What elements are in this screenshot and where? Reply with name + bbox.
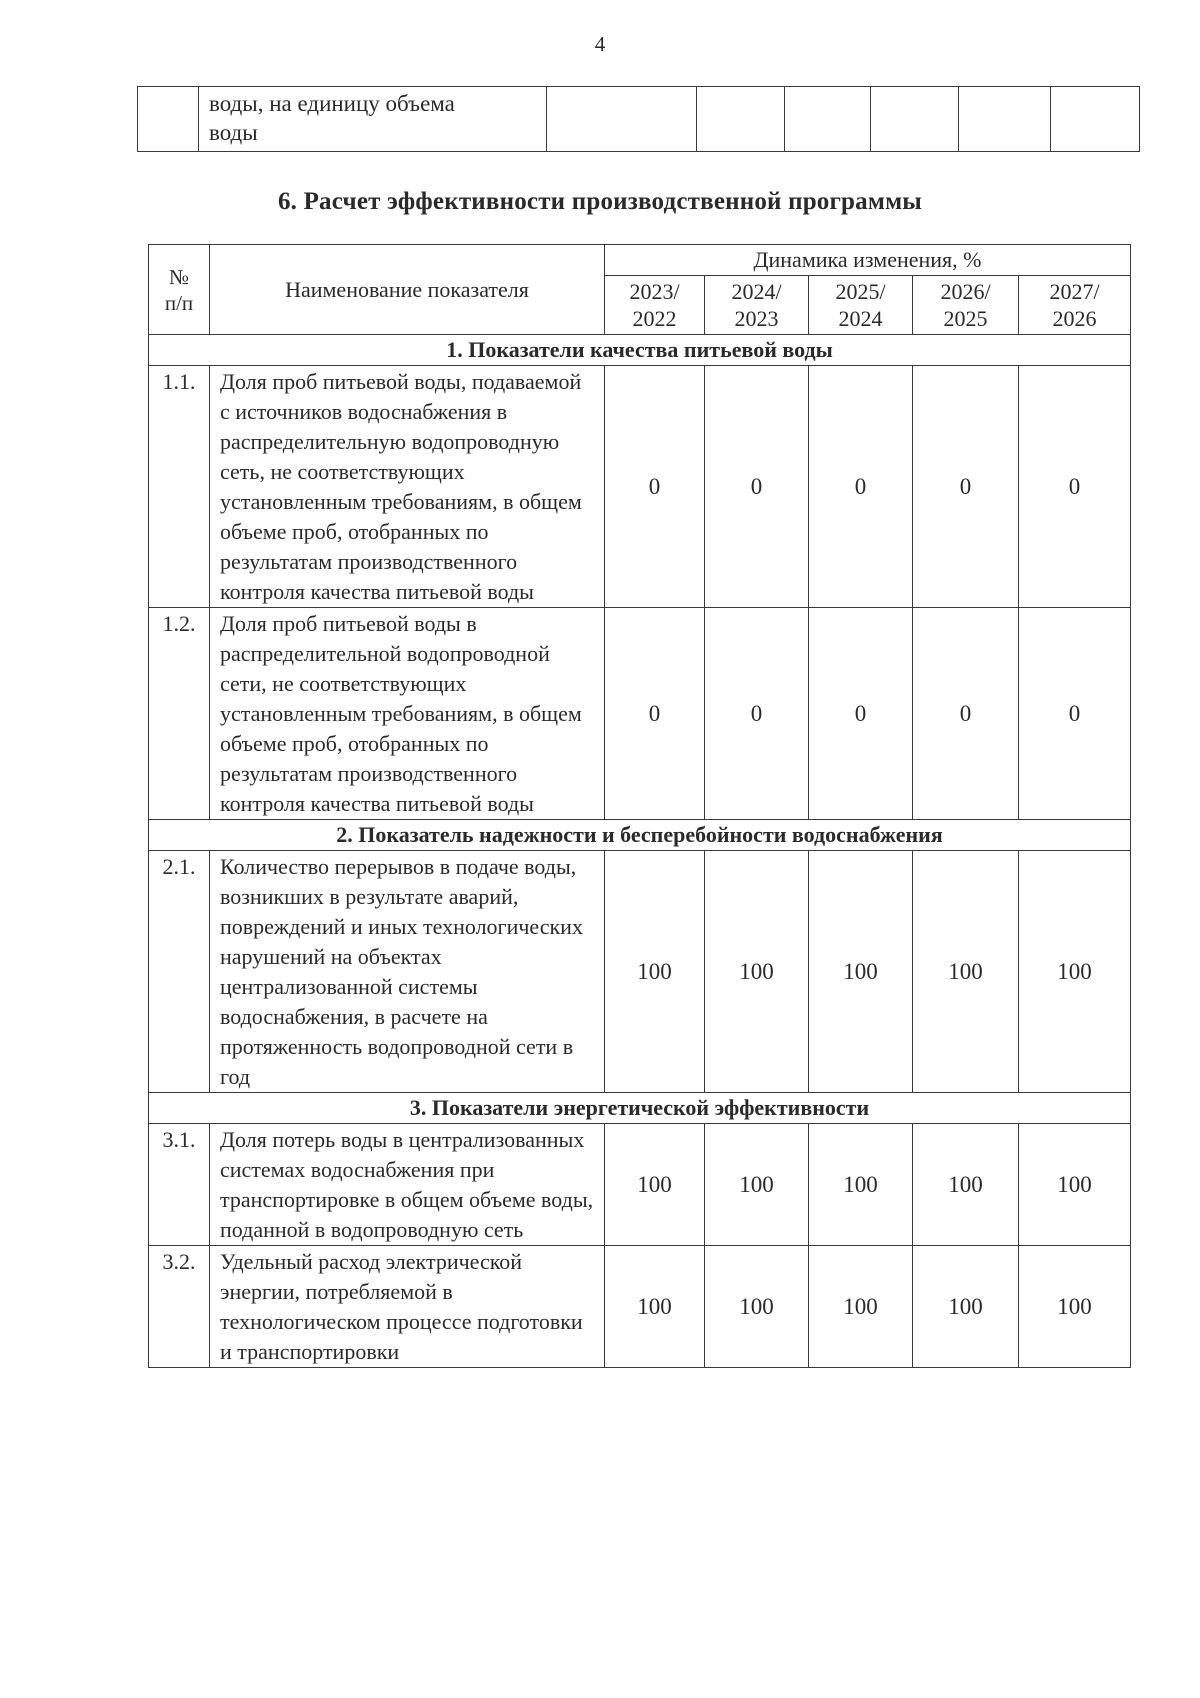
row-number: 2.1. <box>149 851 210 1093</box>
header-dynamics: Динамика изменения, % <box>605 245 1131 276</box>
header-year-line2: 2024 <box>838 306 883 331</box>
table-row <box>149 366 1131 608</box>
section-header-row <box>149 335 1131 366</box>
header-year-1 <box>705 276 809 335</box>
fragment-cell-num <box>138 87 199 152</box>
section-title: 6. Расчет эффективности производственной программы <box>277 188 923 215</box>
header-year-line2: 2023 <box>734 306 779 331</box>
indicator-value: 100 <box>605 1124 705 1246</box>
header-year-line1: 2023/ <box>629 279 680 304</box>
indicator-name: Доля проб питьевой воды в распределительной водопроводной сети, не соответствующих установленным требованиям, в общем объеме проб, отобранных по результатам производственного контроля качества питьевой воды <box>210 608 605 820</box>
row-number: 3.2. <box>149 1246 210 1368</box>
indicator-value: 100 <box>1019 1246 1131 1368</box>
fragment-cell-description <box>199 87 547 152</box>
indicator-value: 0 <box>705 608 809 820</box>
table-row <box>149 608 1131 820</box>
header-num-line2: п/п <box>164 290 194 315</box>
fragment-cell-empty <box>959 87 1051 152</box>
efficiency-table <box>148 244 1131 1368</box>
indicator-value: 100 <box>1019 851 1131 1093</box>
page-number: 4 <box>594 32 606 56</box>
section-header-row <box>149 820 1131 851</box>
header-name: Наименование показателя <box>210 245 605 335</box>
indicator-value: 100 <box>705 851 809 1093</box>
header-year-0 <box>605 276 705 335</box>
indicator-value: 0 <box>605 366 705 608</box>
table-body <box>149 335 1131 1368</box>
header-year-line1: 2024/ <box>731 279 782 304</box>
indicator-value: 100 <box>605 1246 705 1368</box>
section-header-row <box>149 1093 1131 1124</box>
indicator-value: 0 <box>1019 608 1131 820</box>
indicator-name: Доля потерь воды в централизованных системах водоснабжения при транспортировке в общем объеме воды, поданной в водопроводную сеть <box>210 1124 605 1246</box>
indicator-value: 0 <box>809 608 913 820</box>
indicator-value: 0 <box>1019 366 1131 608</box>
fragment-cell-empty <box>1051 87 1140 152</box>
header-year-4 <box>1019 276 1131 335</box>
indicator-value: 0 <box>605 608 705 820</box>
fragment-description-line1: воды, на единицу объема <box>209 91 455 116</box>
fragment-cell-empty <box>547 87 697 152</box>
header-year-3 <box>913 276 1019 335</box>
indicator-name: Удельный расход электрической энергии, потребляемой в технологическом процессе подготовки и транспортировки <box>210 1246 605 1368</box>
indicator-name: Количество перерывов в подаче воды, возникших в результате аварий, повреждений и иных технологических нарушений на объектах централизованной системы водоснабжения, в расчете на протяженность водопроводной сети в год <box>210 851 605 1093</box>
row-number: 3.1. <box>149 1124 210 1246</box>
section-header: 1. Показатели качества питьевой воды <box>149 335 1131 366</box>
indicator-value: 100 <box>913 1124 1019 1246</box>
indicator-value: 100 <box>1019 1124 1131 1246</box>
fragment-cell-empty <box>697 87 785 152</box>
indicator-value: 0 <box>809 366 913 608</box>
indicator-name: Доля проб питьевой воды, подаваемой с источников водоснабжения в распределительную водопроводную сеть, не соответствующих установленным требованиям, в общем объеме проб, отобранных по результатам производственного контроля качества питьевой воды <box>210 366 605 608</box>
indicator-value: 100 <box>809 851 913 1093</box>
header-year-line1: 2025/ <box>835 279 886 304</box>
row-number: 1.2. <box>149 608 210 820</box>
header-row-1 <box>149 245 1131 276</box>
indicator-value: 100 <box>913 851 1019 1093</box>
header-year-line2: 2022 <box>632 306 677 331</box>
fragment-cell-empty <box>871 87 959 152</box>
indicator-value: 100 <box>705 1124 809 1246</box>
indicator-value: 0 <box>705 366 809 608</box>
header-year-line1: 2026/ <box>940 279 991 304</box>
indicator-value: 100 <box>705 1246 809 1368</box>
header-year-line1: 2027/ <box>1049 279 1100 304</box>
section-header: 2. Показатель надежности и бесперебойности водоснабжения <box>149 820 1131 851</box>
row-number: 1.1. <box>149 366 210 608</box>
table-row <box>149 851 1131 1093</box>
fragment-description-line2: воды <box>209 120 258 145</box>
header-num-line1: № <box>168 264 190 289</box>
header-year-line2: 2025 <box>943 306 988 331</box>
table-row <box>149 1246 1131 1368</box>
indicator-value: 100 <box>809 1124 913 1246</box>
header-year-line2: 2026 <box>1052 306 1097 331</box>
section-header: 3. Показатели энергетической эффективности <box>149 1093 1131 1124</box>
previous-table-fragment <box>137 86 1140 152</box>
header-num <box>149 245 210 335</box>
indicator-value: 0 <box>913 366 1019 608</box>
fragment-row <box>138 87 1140 152</box>
header-year-2 <box>809 276 913 335</box>
indicator-value: 100 <box>809 1246 913 1368</box>
indicator-value: 0 <box>913 608 1019 820</box>
fragment-cell-empty <box>785 87 871 152</box>
table-row <box>149 1124 1131 1246</box>
indicator-value: 100 <box>605 851 705 1093</box>
indicator-value: 100 <box>913 1246 1019 1368</box>
